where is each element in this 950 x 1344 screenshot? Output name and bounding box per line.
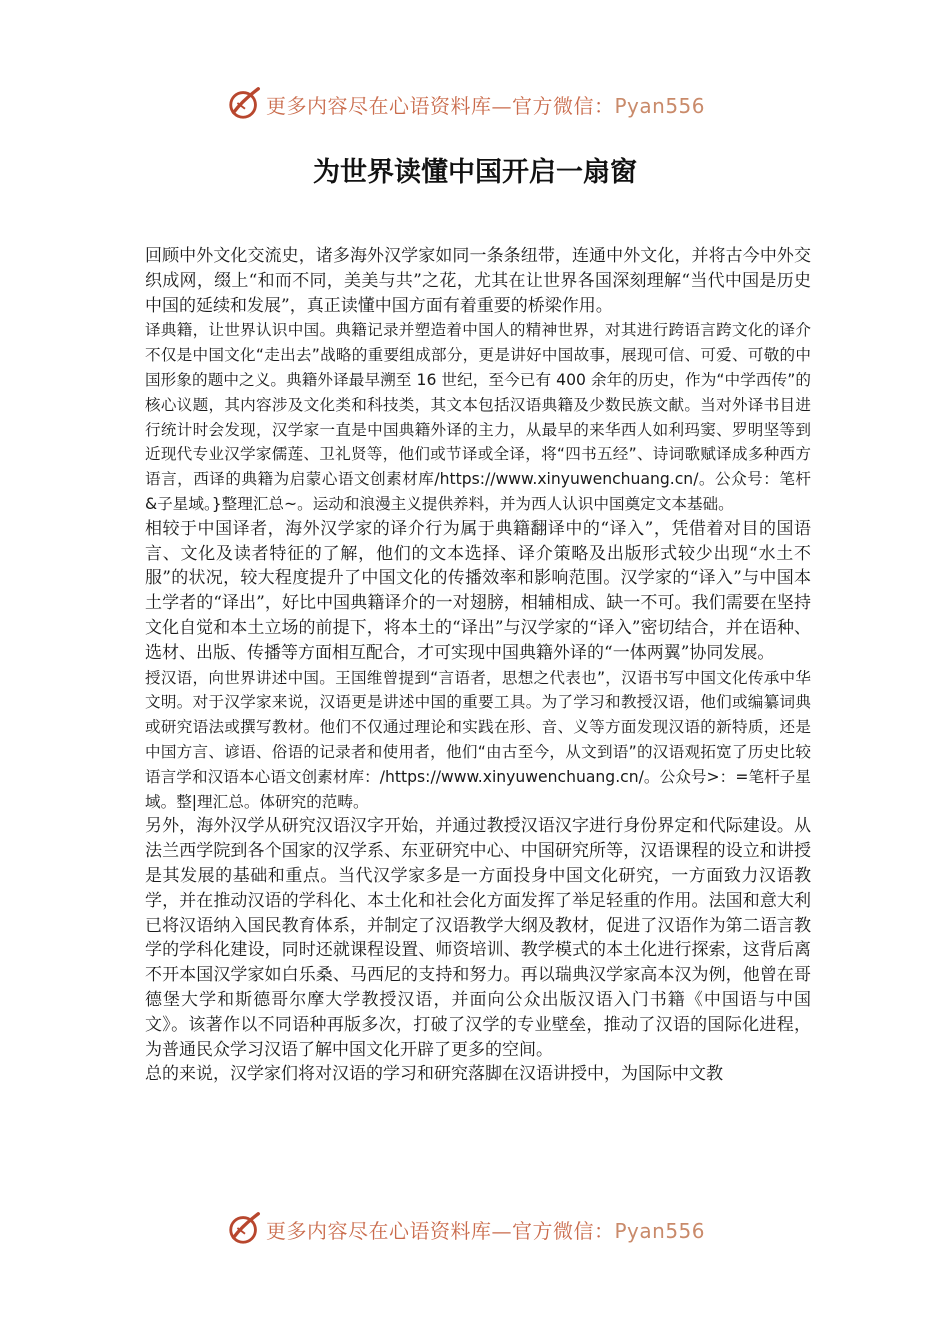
paragraph-intro: 回顾中外文化交流史，诸多海外汉学家如同一条条纽带，连通中外文化，并将古今中外交织成网，缀上“和而不同，美美与共”之花，尤其在让世界各国深刻理解“当代中国是历史中国的延续和发展”，真正读懂中国方面有着重要的桥梁作用。 [145,246,811,316]
brush-logo-icon [226,1209,264,1247]
paragraph-yiru: 相较于中国译者，海外汉学家的译介行为属于典籍翻译中的“译入”，凭借着对目的国语言、文化及读者特征的了解，他们的文本选择、译介策略及出版形式较少出现“水土不服”的状况，较大程度提升了中国文化的传播效率和影响范围。汉学家的“译入”与中国本土学者的“译出”，好比中国典籍译介的一对翅膀，相辅相成、缺一不可。我们需要在坚持文化自觉和本土立场的前提下，将本土的“译出”与汉学家的“译入”密切结合，并在语种、选材、出版、传播等方面相互配合，才可实现中国典籍外译的“一体两翼”协同发展。 [145,518,811,663]
wechat-id: Pyan556 [614,94,706,118]
paragraph-teaching: 授汉语，向世界讲述中国。王国维曾提到“言语者，思想之代表也”，汉语书写中国文化传承中华文明。对于汉学家来说，汉语更是讲述中国的重要工具。为了学习和教授汉语，他们或编纂词典或研究语法或撰写教材。他们不仅通过理论和实践在形、音、义等方面发现汉语的新特质，还是中国方言、谚语、俗语的记录者和使用者，他们“由古至今，从文到语”的汉语观拓宽了历史比较语言学和汉语本心语文创素材库：/https://www.xinyuwenchuang.cn/。公众号>：=笔杆子星域。整|理汇总。体研究的范畴。 [145,668,811,811]
paragraph-translation: 译典籍，让世界认识中国。典籍记录并塑造着中国人的精神世界，对其进行跨语言跨文化的译介不仅是中国文化“走出去”战略的重要组成部分，更是讲好中国故事，展现可信、可爱、可敬的中国形象的题中之义。典籍外译最早溯至 16 世纪，至今已有 400 余年的历史，作为“中学西传”的核心议题，其内容涉及文化类和科技类，其文本包括汉语典籍及少数民族文献。当对外译书目进行统计时会发现，汉学家一直是中国典籍外译的主力，从最早的来华西人如利玛窦、罗明坚等到近现代专业汉学家儒莲、卫礼贤等，他们或节译或全译，将“四书五经”、诗词歌赋译成多种西方语言，西译的典籍为启蒙心语文创素材库/https://www.xinyuwenchuang.cn/。公众号：笔杆&子星域。}整理汇总~。运动和浪漫主义提供养料，并为西人认识中国奠定文本基础。 [145,321,811,513]
article-body [145,244,811,1087]
page-title: 为世界读懂中国开启一扇窗 [313,157,637,188]
header-banner [0,80,950,130]
banner-text: 更多内容尽在心语资料库—官方微信：Pyan556 [266,94,706,118]
banner-text: 更多内容尽在心语资料库—官方微信：Pyan556 [266,1219,706,1243]
wechat-id: Pyan556 [614,1219,706,1243]
brush-logo-icon [226,84,264,122]
paragraph-summary: 总的来说，汉学家们将对汉语的学习和研究落脚在汉语讲授中，为国际中文教 [145,1064,723,1085]
footer-banner [0,1205,950,1255]
paragraph-sinology: 另外，海外汉学从研究汉语汉字开始，并通过教授汉语汉字进行身份界定和代际建设。从法兰西学院到各个国家的汉学系、东亚研究中心、中国研究所等，汉语课程的设立和讲授是其发展的基础和重点。当代汉学家多是一方面投身中国文化研究，一方面致力汉语教学，并在推动汉语的学科化、本土化和社会化方面发挥了举足轻重的作用。法国和意大利已将汉语纳入国民教育体系，并制定了汉语教学大纲及教材，促进了汉语作为第二语言教学的学科化建设，同时还就课程设置、师资培训、教学模式的本土化进行探索，这背后离不开本国汉学家如白乐桑、马西尼的支持和努力。再以瑞典汉学家高本汉为例，他曾在哥德堡大学和斯德哥尔摩大学教授汉语，并面向公众出版汉语入门书籍《中国语与中国文》。该著作以不同语种再版多次，打破了汉学的专业壁垒，推动了汉语的国际化进程，为普通民众学习汉语了解中国文化开辟了更多的空间。 [145,816,811,1060]
